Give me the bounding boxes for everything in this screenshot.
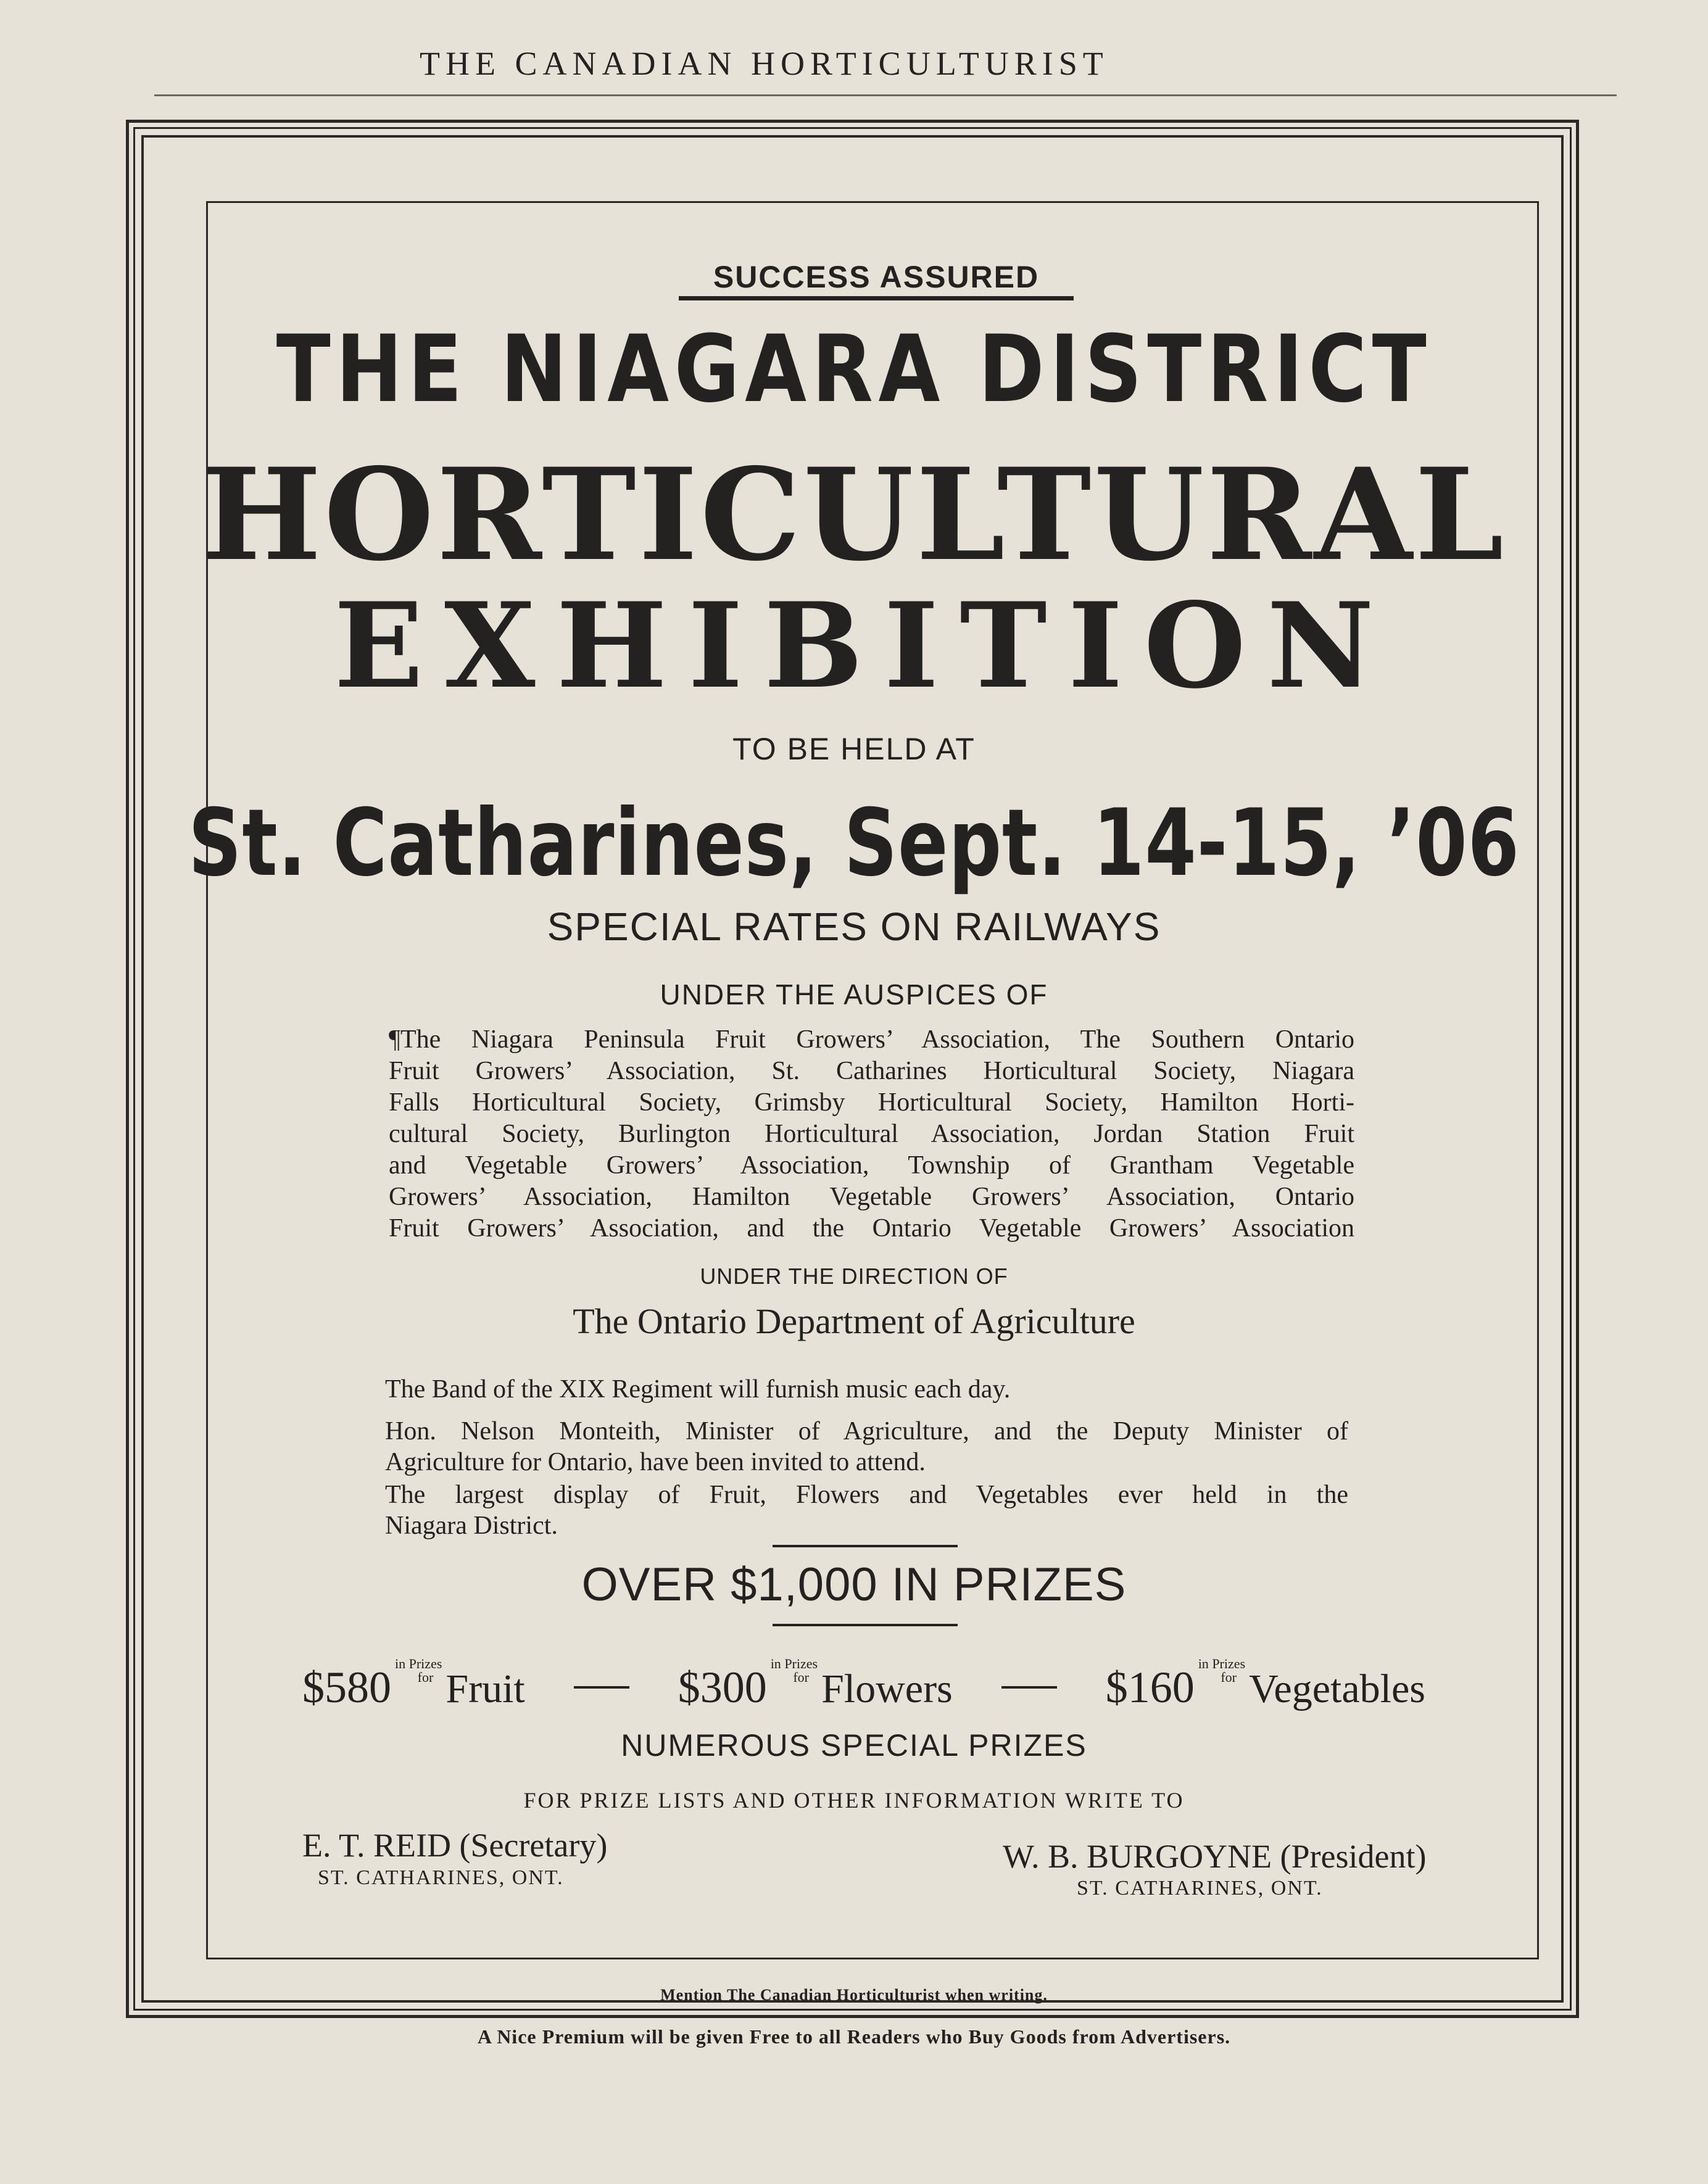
prize-category: Fruit xyxy=(446,1666,525,1711)
prize-item-fruit xyxy=(302,1655,525,1713)
prize-breakdown xyxy=(302,1653,1425,1721)
running-header: THE CANADIAN HORTICULTURIST xyxy=(420,45,1109,82)
prize-category: Flowers xyxy=(821,1666,953,1711)
special-prizes: NUMEROUS SPECIAL PRIZES xyxy=(621,1728,1087,1763)
place-and-date: St. Catharines, Sept. 14-15, ’06 xyxy=(188,790,1520,897)
sponsor-line: Growers’ Association, Hamilton Vegetable Growers’ Association, Ontario xyxy=(389,1183,1354,1211)
sponsor-line: cultural Society, Burlington Horticultural Association, Jordan Station Fruit xyxy=(389,1120,1354,1148)
prize-item-flowers xyxy=(678,1655,953,1713)
secretary-town: ST. CATHARINES, ONT. xyxy=(318,1866,564,1889)
prize-category: Vegetables xyxy=(1249,1666,1425,1711)
mention-note: Mention The Canadian Horticulturist when writing. xyxy=(660,1986,1048,2004)
sponsor-line: Falls Horticultural Society, Grimsby Horticultural Society, Hamilton Horti- xyxy=(389,1088,1354,1117)
prize-rule-bottom xyxy=(773,1624,958,1626)
prize-separator xyxy=(574,1686,629,1689)
headline-line-3: EXHIBITION xyxy=(334,577,1395,714)
prize-qualifier: in Prizes for xyxy=(770,1655,818,1685)
sponsor-line: Fruit Growers’ Association, St. Catharines Horticultural Society, Niagara xyxy=(389,1057,1354,1085)
prize-qualifier: in Prizes for xyxy=(395,1655,442,1685)
prize-amount: $300 xyxy=(678,1662,767,1712)
prize-rule-top xyxy=(773,1545,958,1547)
president-name: W. B. BURGOYNE (President) xyxy=(1003,1838,1427,1875)
band-notice xyxy=(385,1374,1348,1405)
sponsor-line: ¶The Niagara Peninsula Fruit Growers’ Association, The Southern Ontario xyxy=(389,1025,1354,1054)
minister-notice-line: Agriculture for Ontario, have been invited to attend. xyxy=(385,1448,926,1476)
prize-qualifier: in Prizes for xyxy=(1198,1655,1246,1685)
secretary-name: E. T. REID (Secretary) xyxy=(302,1827,608,1864)
minister-notice xyxy=(385,1416,1348,1478)
display-notice-line: Niagara District. xyxy=(385,1512,558,1540)
display-notice-line: The largest display of Fruit, Flowers and Vegetables ever held in the xyxy=(385,1481,1348,1509)
auspices-label: UNDER THE AUSPICES OF xyxy=(660,978,1048,1011)
sponsor-list xyxy=(389,1024,1354,1244)
sponsor-line: and Vegetable Growers’ Association, Township of Grantham Vegetable xyxy=(389,1151,1354,1180)
railway-rates: SPECIAL RATES ON RAILWAYS xyxy=(547,904,1161,949)
band-notice-text: The Band of the XIX Regiment will furnish music each day. xyxy=(385,1375,1011,1404)
headline-line-1: THE NIAGARA DISTRICT xyxy=(276,316,1432,423)
write-to-label: FOR PRIZE LISTS AND OTHER INFORMATION WRITE TO xyxy=(523,1788,1185,1813)
premium-note: A Nice Premium will be given Free to all Readers who Buy Goods from Advertisers. xyxy=(477,2025,1231,2048)
prize-total: OVER $1,000 IN PRIZES xyxy=(581,1558,1127,1611)
kicker: SUCCESS ASSURED xyxy=(679,259,1074,300)
held-at: TO BE HELD AT xyxy=(732,732,976,766)
president-town: ST. CATHARINES, ONT. xyxy=(1077,1877,1323,1900)
minister-notice-line: Hon. Nelson Monteith, Minister of Agriculture, and the Deputy Minister of xyxy=(385,1417,1348,1446)
department-name: The Ontario Department of Agriculture xyxy=(573,1301,1135,1341)
prize-separator xyxy=(1001,1686,1057,1689)
sponsor-line: Fruit Growers’ Association, and the Ontario Vegetable Growers’ Association xyxy=(389,1214,1354,1243)
header-rule xyxy=(154,94,1617,96)
prize-item-vegetables xyxy=(1105,1655,1425,1713)
prize-amount: $580 xyxy=(302,1662,391,1712)
display-notice xyxy=(385,1479,1348,1541)
prize-amount: $160 xyxy=(1105,1662,1195,1712)
direction-label: UNDER THE DIRECTION OF xyxy=(700,1264,1008,1289)
headline-line-2: HORTICULTURAL xyxy=(202,441,1506,589)
